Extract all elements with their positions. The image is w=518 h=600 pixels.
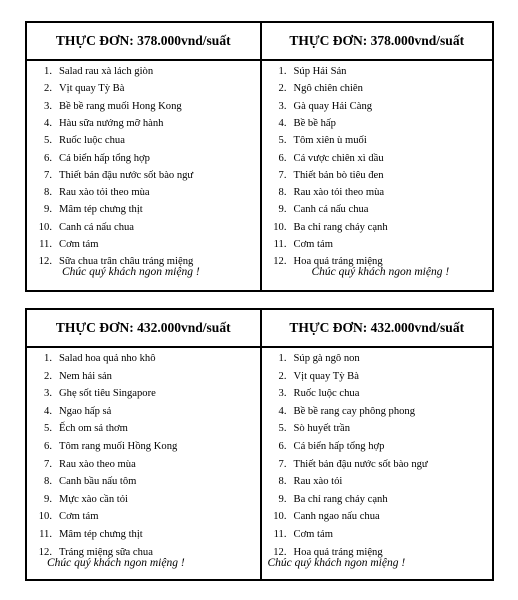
menu-item-number: 7. [278,169,287,181]
menu-item [27,441,260,453]
menu-item-number: 11. [273,239,287,250]
menu-item [27,353,260,365]
menu-item-number: 6. [44,152,52,164]
menu-item [27,529,260,541]
menu-item [262,353,493,365]
menu-item [262,222,493,234]
menu-item-number: 9. [278,204,287,216]
menu-item-text: Bề bề rang cay phông phong [293,405,416,417]
menu-item [262,406,493,418]
menu-item-text: Ruốc luộc chua [293,388,360,400]
menu-item-text: Cơm tám [293,529,333,540]
menu-item-text: Nem hải sản [59,370,112,382]
menu-block-432 [25,308,494,581]
menu-item-number: 10. [38,511,52,523]
menu-item-number: 8. [44,476,52,488]
menu-item-text: Rau xào tỏi [293,476,343,488]
menu-item [27,371,260,383]
menu-item-text: Vịt quay Tỳ Bà [59,83,125,95]
menu-item [262,101,493,113]
menu-item-number: 7. [44,169,52,181]
menu-item-text: Bề bề hấp [293,117,336,129]
menu-item [262,476,493,488]
menu-item-text: Cá biển hấp tổng hợp [293,441,385,452]
menu-item-number: 6. [278,441,287,452]
menu-item [27,204,260,216]
menu-item-number: 2. [278,83,287,95]
menu-item [27,170,260,182]
menu-item-number: 3. [278,388,287,400]
menu-item [27,406,260,418]
menu-title: THỰC ĐƠN: 432.000vnd/suất [262,310,493,348]
menu-item-number: 5. [44,423,52,435]
menu-item-number: 12. [273,256,287,268]
menu-item-number: 3. [44,388,52,400]
menu-item-number: 11. [39,529,52,540]
menu-column [260,23,493,290]
menu-item-number: 7. [44,458,52,470]
menu-item-number: 2. [44,83,52,95]
menu-item [262,187,493,199]
closing-wish: Chúc quý khách ngon miệng ! [267,557,406,569]
menu-item [27,222,260,234]
menu-item [262,511,493,523]
menu-item-text: Canh ngao nấu chua [293,511,380,523]
menu-item-number: 9. [44,493,52,505]
menu-item-number: 6. [44,441,52,452]
menu-item-number: 4. [44,405,52,417]
menu-item [262,239,493,251]
menu-item [262,459,493,471]
menu-item-text: Ba chỉ rang cháy cạnh [293,493,388,505]
menu-item-text: Canh bầu nấu tôm [59,476,137,488]
menu-item [262,153,493,165]
menu-item-text: Cơm tám [59,239,99,250]
menu-item-text: Súp gà ngô non [293,353,360,364]
menu-item-number: 3. [44,100,52,112]
menu-item-text: Hàu sữa nướng mỡ hành [59,117,164,129]
menu-item-number: 10. [38,221,52,233]
closing-wish: Chúc quý khách ngon miệng ! [62,266,200,278]
menu-item-number: 1. [44,353,52,364]
menu-item-text: Rau xào theo mùa [59,458,136,470]
menu-item [262,388,493,400]
menu-item-text: Ruốc luộc chua [59,135,125,147]
menu-title: THỰC ĐƠN: 432.000vnd/suất [27,310,260,348]
menu-item [27,101,260,113]
closing-wish: Chúc quý khách ngon miệng ! [47,557,185,569]
menu-item-text: Rau xào tỏi theo mùa [293,187,385,199]
menu-item [262,204,493,216]
menu-item-number: 12. [273,546,287,558]
menu-item-number: 8. [278,476,287,488]
menu-item-number: 11. [273,529,287,540]
menu-item [27,118,260,130]
menu-item [27,83,260,95]
menu-item-text: Rau xào tỏi theo mùa [59,187,150,199]
menu-column [260,310,493,579]
menu-item-text: Canh cá nấu chua [293,204,369,216]
menu-item-text: Hoa quả tráng miệng [293,546,383,558]
menu-item-text: Ba chỉ rang cháy cạnh [293,221,388,233]
menu-item-number: 2. [278,370,287,382]
menu-item [27,459,260,471]
menu-item-number: 12. [38,256,52,268]
menu-item-text: Mâm tép chưng thịt [59,529,143,540]
menu-item-text: Thiết bản đậu nước sốt bào ngư [293,458,428,470]
menu-item-text: Súp Hải Sản [293,66,347,77]
menu-item-text: Ghẹ sốt tiêu Singapore [59,388,156,400]
menu-item-number: 6. [278,152,287,164]
menu-item-text: Cá biển hấp tổng hợp [59,152,150,164]
menu-item-number: 4. [278,405,287,417]
menu-item-text: Salad hoa quả nho khô [59,353,156,364]
menu-item-number: 2. [44,370,52,382]
menu-item-text: Mực xào cần tỏi [59,493,128,505]
menu-block-378 [25,21,494,292]
menu-item [262,494,493,506]
menu-item-number: 8. [278,187,287,199]
menu-item-text: Cơm tám [293,239,333,250]
menu-item-text: Ngao hấp sả [59,405,112,417]
menu-item [27,153,260,165]
menu-item-text: Cá vược chiên xì dầu [293,152,384,164]
menu-item [27,239,260,251]
menu-item-text: Vịt quay Tỳ Bà [293,370,359,382]
menu-item-text: Thiết bản đậu nước sốt bào ngư [59,169,194,181]
closing-wish: Chúc quý khách ngon miệng ! [311,266,450,278]
menu-item-number: 8. [44,187,52,199]
menu-item-number: 1. [278,353,287,364]
menu-item-number: 10. [273,511,287,523]
menu-item-number: 5. [44,135,52,147]
menu-item [27,135,260,147]
menu-title: THỰC ĐƠN: 378.000vnd/suất [262,23,493,61]
menu-item [262,118,493,130]
menu-item-text: Bề bề rang muối Hong Kong [59,100,182,112]
menu-item-number: 1. [278,66,287,77]
menu-title: THỰC ĐƠN: 378.000vnd/suất [27,23,260,61]
menu-item-text: Canh cá nấu chua [59,221,135,233]
menu-item [27,494,260,506]
menu-item-number: 9. [278,493,287,505]
menu-item-number: 11. [39,239,52,250]
menu-item [27,476,260,488]
menu-item [27,388,260,400]
menu-item [27,423,260,435]
menu-item-text: Ngô chiên chiên [293,83,363,95]
menu-item-text: Hoa quả tráng miệng [293,256,383,268]
menu-item [27,511,260,523]
menu-item-text: Tôm rang muối Hồng Kong [59,441,178,452]
menu-item [262,135,493,147]
menu-item-text: Ếch om sả thơm [59,423,128,435]
menu-item-number: 3. [278,100,287,112]
menu-item-number: 4. [44,117,52,129]
menu-item-number: 5. [278,135,287,147]
menu-item-number: 9. [44,204,52,216]
menu-column [27,310,260,579]
menu-item-text: Gà quay Hải Càng [293,100,373,112]
menu-item [262,529,493,541]
menu-item [262,423,493,435]
menu-item-text: Sữa chua trân châu tráng miệng [59,256,194,268]
menu-item [262,170,493,182]
menu-item-text: Sò huyết trần [293,423,350,435]
menu-item-text: Tráng miệng sữa chua [59,546,153,558]
menu-item-text: Thiết bản bò tiêu đen [293,169,384,181]
menu-item-number: 4. [278,117,287,129]
menu-column [27,23,260,290]
menu-item-number: 12. [38,546,52,558]
menu-item [262,441,493,453]
menu-item [27,66,260,78]
menu-item [262,83,493,95]
menu-item-number: 5. [278,423,287,435]
menu-item [262,66,493,78]
menu-item [262,371,493,383]
menu-item-number: 1. [44,66,52,77]
menu-item [27,187,260,199]
menu-item-text: Salad rau xà lách giòn [59,66,154,77]
menu-item-number: 7. [278,458,287,470]
menu-item-text: Mâm tép chưng thịt [59,204,143,216]
menu-item-number: 10. [273,221,287,233]
menu-item-text: Tôm xiên ù muối [293,135,367,147]
menu-item-text: Cơm tám [59,511,99,523]
